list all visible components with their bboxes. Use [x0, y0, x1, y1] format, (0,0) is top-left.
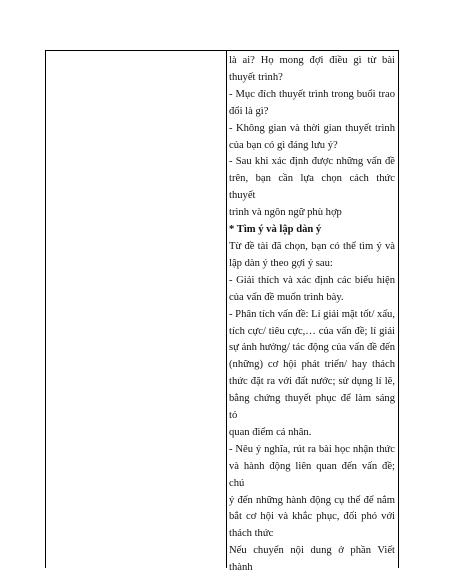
paragraph-line: - Mục đích thuyết trình trong buổi trao	[229, 88, 395, 100]
paragraph-line: Nếu chuyển nội dung ở phần Viết thành	[229, 545, 395, 574]
paragraph-line: là ai? Họ mong đợi điều gì từ bài	[229, 55, 395, 66]
paragraph-line: thuyết trình?	[229, 71, 283, 83]
content-table	[45, 50, 399, 574]
paragraph-line: trình và ngôn ngữ phù hợp	[229, 207, 342, 219]
paragraph-line: ý đến những hành động cụ thể để nắm	[229, 494, 395, 506]
paragraph-line: - Nêu ý nghĩa, rút ra bài học nhận thức	[229, 443, 395, 455]
paragraph-line: bằng chứng thuyết phục để làm sáng tỏ	[229, 393, 395, 422]
paragraph-line: - Giải thích và xác định các biểu hiện	[229, 274, 395, 286]
paragraph-line: bắt cơ hội và khắc phục, đối phó với	[229, 511, 395, 523]
paragraph-line: (những) cơ hội phát triển/ hay thách	[229, 359, 395, 371]
paragraph-line: thức đặt ra với đất nước; sử dụng lí lẽ,	[229, 376, 395, 388]
paragraph-line: tích cực/ tiêu cực,… của vấn đề; lí giải	[229, 325, 395, 337]
paragraph-line: và hành động liên quan đến vấn đề; chú	[229, 460, 395, 489]
paragraph-line: đổi là gì?	[229, 105, 269, 117]
paragraph-line: thách thức	[229, 528, 274, 540]
paragraph-line: - Phân tích vấn đề: Lí giải mặt tốt/ xấu,	[229, 308, 395, 320]
paragraph-line: lập dàn ý theo gợi ý sau:	[229, 257, 333, 269]
section-heading: * Tìm ý và lập dàn ý	[229, 224, 322, 236]
paragraph-line: của vấn đề muốn trình bày.	[229, 291, 344, 303]
paragraph-line: Từ đề tài đã chọn, bạn có thể tìm ý và	[229, 240, 395, 252]
column-divider	[226, 51, 227, 568]
paragraph-line: trên, bạn cần lựa chọn cách thức thuyết	[229, 173, 395, 202]
paragraph-line: của bạn có gì đáng lưu ý?	[229, 139, 338, 151]
table-right-cell	[229, 51, 395, 577]
paragraph-line: - Sau khi xác định được những vấn đề	[229, 156, 395, 168]
table-left-cell	[46, 51, 226, 568]
paragraph-line: - Không gian và thời gian thuyết trình	[229, 122, 395, 134]
paragraph-line: sự ảnh hưởng/ tác động của vấn đề đến	[229, 342, 395, 354]
paragraph-line: quan điểm cá nhân.	[229, 426, 312, 438]
